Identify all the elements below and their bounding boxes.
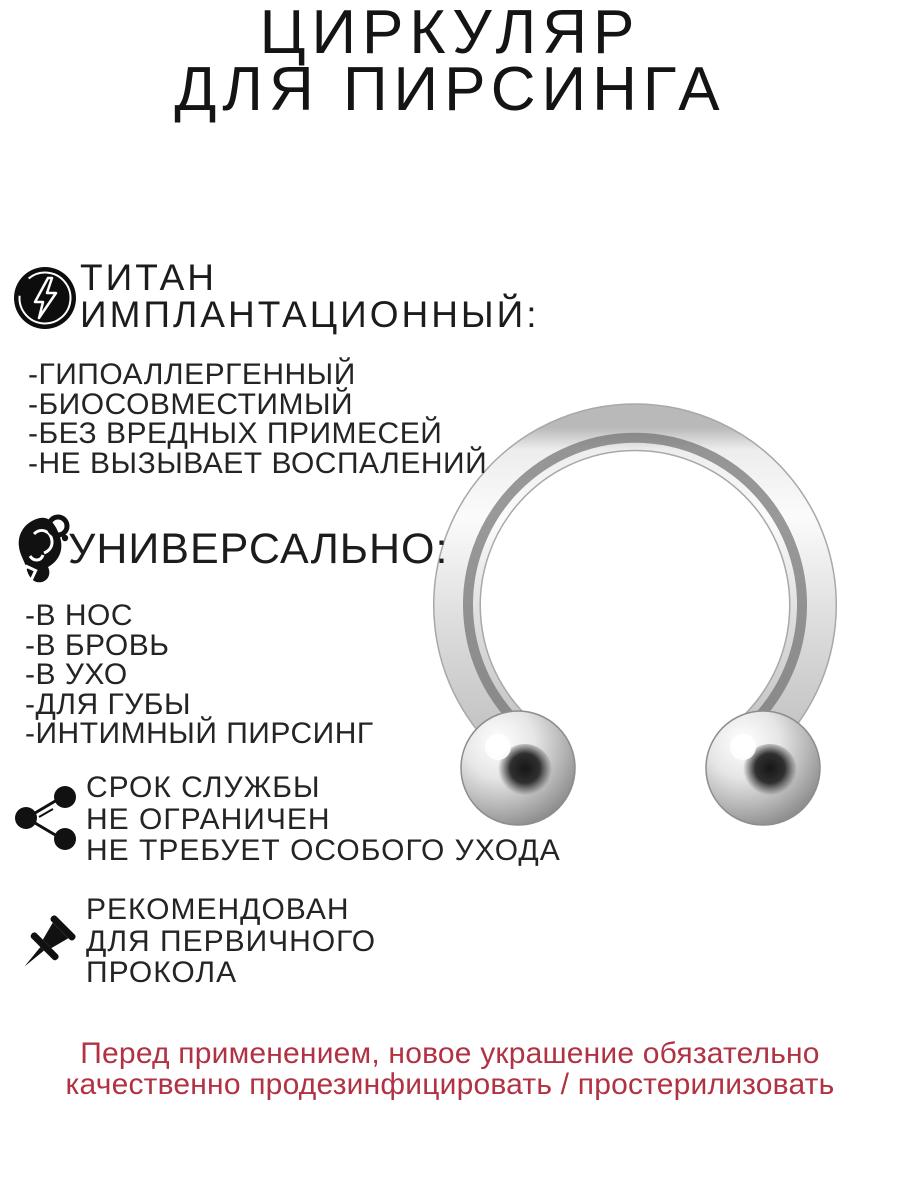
- lifetime-line-1: СРОК СЛУЖБЫ: [86, 771, 321, 804]
- recommended-line-3: ПРОКОЛА: [86, 956, 238, 990]
- list-item: -В БРОВЬ: [25, 628, 170, 662]
- title-line-1: ЦИРКУЛЯР: [259, 0, 641, 67]
- titanium-benefits-list: [28, 360, 487, 478]
- product-photo-circular-barbell: [428, 396, 842, 832]
- warning-line-2: качественно продезинфицировать / простерилизовать: [65, 1068, 835, 1101]
- title-line-2: ДЛЯ ПИРСИНГА: [174, 55, 726, 124]
- pushpin-icon: [10, 914, 80, 984]
- lifetime-line-3: НЕ ТРЕБУЕТ ОСОБОГО УХОДА: [86, 834, 561, 868]
- list-item: -В НОС: [25, 599, 133, 632]
- lifetime-text: [86, 772, 561, 867]
- share-nodes-icon: [14, 784, 80, 852]
- heading-titanium-line-1: ТИТАН: [80, 257, 217, 298]
- list-item: -БЕЗ ВРЕДНЫХ ПРИМЕСЕЙ: [28, 417, 443, 450]
- list-item: -ГИПОАЛЛЕРГЕННЫЙ: [28, 358, 356, 391]
- disinfection-warning: [20, 1038, 880, 1100]
- warning-line-1: Перед применением, новое украшение обязательно: [80, 1037, 820, 1070]
- list-item: -ДЛЯ ГУБЫ: [25, 687, 192, 721]
- page-title: [0, 0, 900, 124]
- list-item: -БИОСОВМЕСТИМЫЙ: [28, 387, 354, 421]
- pierced-ear-icon: [14, 512, 70, 590]
- heading-titanium-line-2: ИМПЛАНТАЦИОННЫЙ:: [80, 294, 540, 335]
- list-item: -ИНТИМНЫЙ ПИРСИНГ: [25, 717, 374, 750]
- lightning-icon: [13, 266, 77, 330]
- section-heading-universal: УНИВЕРСАЛЬНО:: [68, 525, 449, 573]
- lifetime-line-2: НЕ ОГРАНИЧЕН: [86, 802, 331, 836]
- list-item: -В УХО: [25, 658, 128, 691]
- recommended-text: [86, 894, 376, 989]
- list-item: -НЕ ВЫЗЫВАЕТ ВОСПАЛЕНИЙ: [28, 446, 488, 480]
- recommended-line-2: ДЛЯ ПЕРВИЧНОГО: [86, 924, 377, 958]
- universal-uses-list: [25, 601, 374, 749]
- section-heading-titanium: [80, 259, 540, 333]
- circular-barbell-illustration: [428, 396, 842, 832]
- recommended-line-1: РЕКОМЕНДОВАН: [86, 893, 350, 926]
